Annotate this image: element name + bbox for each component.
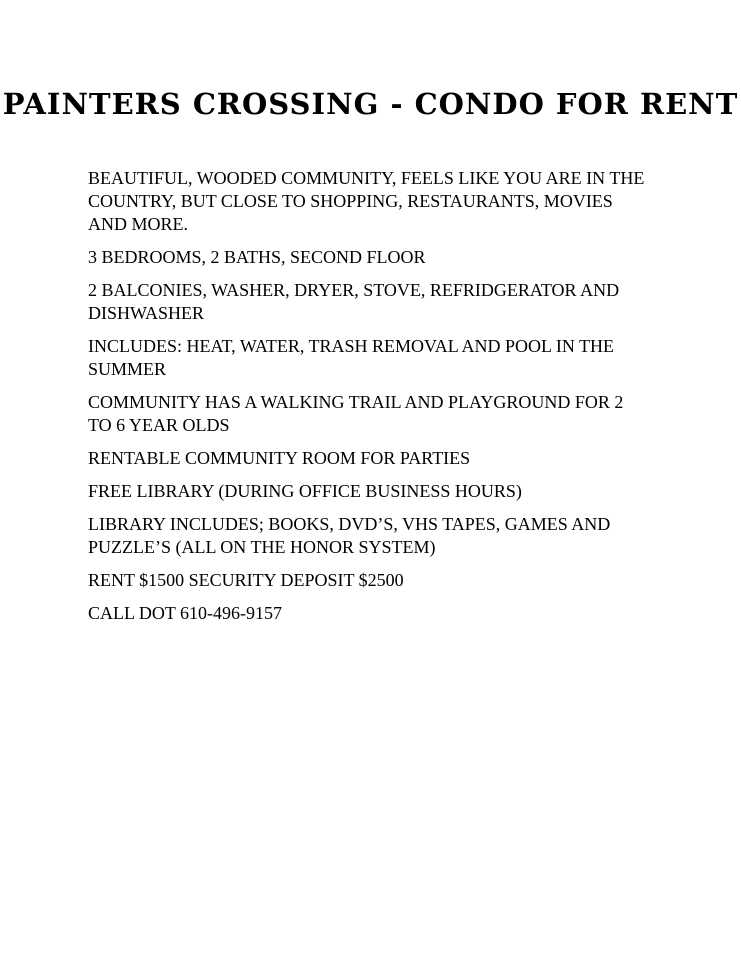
appliances-paragraph: 2 BALCONIES, WASHER, DRYER, STOVE, REFRIDGERATOR AND DISHWASHER [88, 280, 620, 323]
trail-paragraph: COMMUNITY HAS A WALKING TRAIL AND PLAYGROUND FOR 2 TO 6 YEAR OLDS [88, 392, 624, 435]
bedrooms-paragraph: 3 BEDROOMS, 2 BATHS, SECOND FLOOR [88, 247, 426, 267]
free-library-paragraph: FREE LIBRARY (DURING OFFICE BUSINESS HOURS) [88, 481, 522, 501]
contact-paragraph: CALL DOT 610-496-9157 [88, 603, 282, 623]
page-title: PAINTERS CROSSING - CONDO FOR RENT [2, 87, 739, 121]
listing-body [88, 167, 648, 635]
rent-paragraph: RENT $1500 SECURITY DEPOSIT $2500 [88, 570, 404, 590]
library-includes-paragraph: LIBRARY INCLUDES; BOOKS, DVD’S, VHS TAPES, GAMES AND PUZZLE’S (ALL ON THE HONOR SYSTEM) [88, 514, 611, 557]
includes-paragraph: INCLUDES: HEAT, WATER, TRASH REMOVAL AND POOL IN THE SUMMER [88, 336, 615, 379]
description-paragraph: BEAUTIFUL, WOODED COMMUNITY, FEELS LIKE YOU ARE IN THE COUNTRY, BUT CLOSE TO SHOPPING, RESTAURANTS, MOVIES AND MORE. [88, 168, 645, 234]
community-room-paragraph: RENTABLE COMMUNITY ROOM FOR PARTIES [88, 448, 471, 468]
